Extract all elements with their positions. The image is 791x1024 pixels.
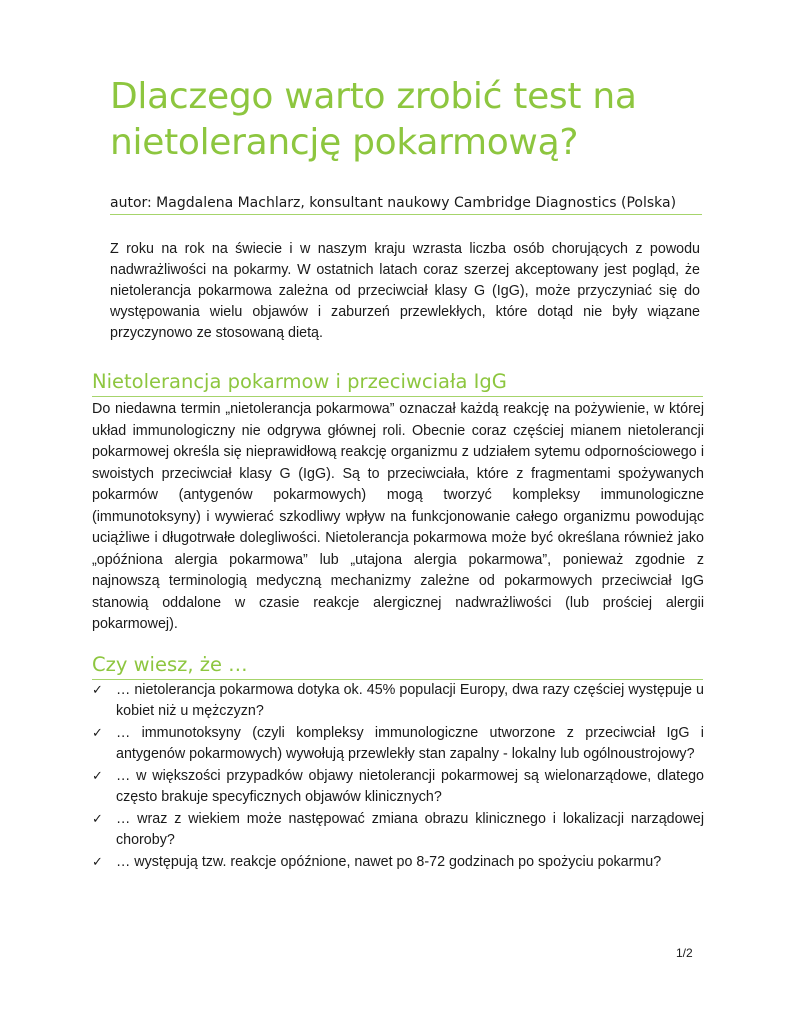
intro-paragraph: Z roku na rok na świecie i w naszym kraju wzrasta liczba osób chorujących z powodu nadwrażliwości na pokarmy. W ostatnich latach coraz szerzej akceptowany jest pogląd, że nietolerancja pokarmowa zależna od przeciwciał klasy G (IgG), może przyczyniać się do występowania wielu objawów i zaburzeń przewlekłych, które dotąd nie były wiązane przyczynowo ze stosowaną dietą.	[110, 241, 700, 341]
fact-text: … nietolerancja pokarmowa dotyka ok. 45% populacji Europy, dwa razy częściej występuje u kobiet niż u mężczyzn?	[116, 682, 704, 720]
section-body-igg: Do niedawna termin „nietolerancja pokarmowa” oznaczał każdą reakcję na pożywienie, w której układ immunologiczny nie odgrywa głównej roli. Obecnie coraz częściej mianem nietolerancji pokarmowej określa się nieprawidłową reakcję organizmu z udziałem sytemu odpornościowego i swoistych przeciwciał klasy G (IgG). Są to przeciwciała, które z fragmentami spożywanych pokarmów (antygenów pokarmowych) mogą tworzyć kompleksy immunologiczne (immunotoksyny) i wywierać szkodliwy wpływ na funkcjonowanie całego organizmu powodując uciążliwe i długotrwałe dolegliwości. Nietolerancja pokarmowa może być określana również jako „opóźniona alergia pokarmowa” lub „utajona alergia pokarmowa”, ponieważ zgodnie z najnowszą terminologią medyczną mechanizmy zależne od pokarmowych przeciwciał IgG stanowią oddalone w czasie reakcje alergicznej nadwrażliwości (lub prościej alergii pokarmowej).	[92, 401, 704, 632]
checkmark-icon: ✓	[92, 854, 103, 870]
fact-item	[92, 766, 704, 808]
section-heading-facts: Czy wiesz, że …	[92, 653, 248, 676]
checkmark-icon: ✓	[92, 725, 103, 741]
fact-text: … immunotoksyny (czyli kompleksy immunologiczne utworzone z przeciwciał IgG i antygenów pokarmowych) wywołują przewlekły stan zapalny - lokalny lub ogólnoustrojowy?	[116, 724, 704, 763]
author-line: autor: Magdalena Machlarz, konsultant naukowy Cambridge Diagnostics (Polska)	[110, 195, 677, 211]
fact-item	[92, 680, 704, 722]
fact-text: … w większości przypadków objawy nietolerancji pokarmowej są wielonarządowe, dlatego często brakuje specyficznych objawów klinicznych?	[116, 767, 704, 806]
fact-item	[92, 852, 704, 873]
fact-item	[92, 809, 704, 851]
checkmark-icon: ✓	[92, 683, 103, 698]
page-title: Dlaczego warto zrobić test na nietolerancję pokarmową?	[110, 76, 637, 163]
section-heading-igg: Nietolerancja pokarmow i przeciwciała IgG	[92, 370, 507, 393]
checkmark-icon: ✓	[92, 811, 103, 827]
fact-text: … wraz z wiekiem może następować zmiana obrazu klinicznego i lokalizacji narządowej choroby?	[116, 810, 704, 848]
facts-list	[92, 680, 704, 873]
author-divider	[110, 214, 702, 215]
page-number: 1/2	[676, 946, 693, 960]
fact-text: … występują tzw. reakcje opóźnione, nawet po 8-72 godzinach po spożyciu pokarmu?	[116, 853, 662, 870]
fact-item	[92, 723, 704, 765]
checkmark-icon: ✓	[92, 768, 103, 784]
section-divider-igg	[92, 396, 703, 397]
